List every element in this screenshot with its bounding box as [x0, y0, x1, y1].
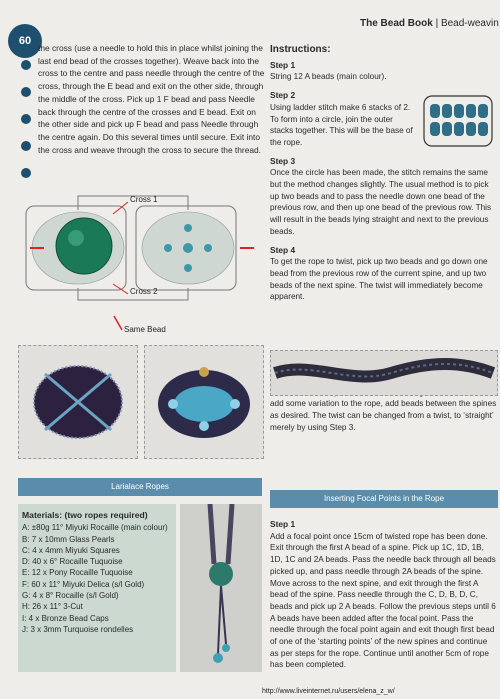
step-heading: Step 2: [270, 90, 296, 101]
materials-title: Materials: (two ropes required): [22, 510, 148, 520]
decorative-dots: [20, 60, 32, 195]
cross1-label: Cross 1: [130, 195, 158, 204]
material-item: A: ±80g 11° Miyuki Rocaille (main colour): [22, 523, 168, 533]
step-text: Once the circle has been made, the stitch remains the same but the method changes slightly. The usual method is to pick up two beads and to pass the needle down one bead of the previous row, and then up one bead of the previous row. This will result in the beads lying straight and next to the previous beads.: [270, 168, 492, 236]
footer-url: http://www.liveinternet.ru/users/elena_z_w/: [262, 688, 395, 695]
intro-text: the cross (use a needle to hold this in place whilst joining the last end bead of the crosses together). Weave back into the cross to the centre and pass needle through the centre of the cross, through the E bead and exit on the other side, through the middle of the cross. Pick up 1 F bead and pass Needle back through the centre of the crosses and E bead. Exit on the other side and pick up F bead and pass Needle through the centre again. Do this several times until secure. Exit into the cross and weave through the cross to secure the thread.: [38, 43, 265, 155]
step-heading: Step 4: [270, 244, 296, 255]
material-item: I: 4 x Bronze Bead Caps: [22, 613, 109, 623]
step-text: add some variation to the rope, add beads between the spines as desired. The twist can be changed from a twist, to ‘straight’ merely by using Step 3.: [270, 399, 497, 432]
focal-step: [270, 519, 498, 671]
instructions-title: Instructions:: [270, 44, 331, 55]
beaded-bead-photo-1: [18, 345, 138, 459]
page-number-badge: 60: [8, 24, 42, 58]
beaded-bead-photo-2: [144, 345, 264, 459]
material-item: G: 4 x 8° Rocaille (s/l Gold): [22, 591, 119, 601]
page-header: The Bead Book | Bead-weavin: [360, 18, 499, 29]
ladder-stitch-diagram: [420, 90, 496, 152]
material-item: E: 12 x Pony Rocaille Tuquoise: [22, 568, 133, 578]
lariat-pendant-photo: [180, 504, 262, 672]
cross-diagram: [18, 188, 262, 338]
step-heading: Step 1: [270, 519, 296, 529]
step-text: String 12 A beads (main colour).: [270, 72, 387, 82]
step-text: Add a focal point once 15cm of twisted rope has been done. Exit through the first A bead of a spine. Pick up 1C, 1D, 1B, 1D, 1C and 2A beads. Pass the needle back through all beads picked up, and pass needle through 2A beads of the spine. Move across to the next spine, and exit through the first A bead of the spine. Pass needle through the C, D, B, D, C, beads and pick up 2 A beads. Follow the previous steps until 6 A beads have been added after the focal point. Pass the needle through the focal point again and exit though first bead of one of the ‘starting points’ of the new spines and continue as per steps for the rope. Continue until another 5cm of rope has been completed.: [270, 531, 496, 670]
materials-box: [18, 504, 176, 672]
step-text: To get the rope to twist, pick up two beads and go down one bead from the previous row of the current spine, and up two beads of the next spine. The twist will immediately become apparent.: [270, 257, 488, 302]
focal-heading-bar: Inserting Focal Points in the Rope: [270, 490, 498, 508]
cross2-label: Cross 2: [130, 287, 158, 296]
material-item: C: 4 x 4mm Miyuki Squares: [22, 545, 120, 555]
section-title: Bead-weavin: [440, 18, 499, 29]
step-heading: Step 3: [270, 155, 296, 166]
material-item: J: 3 x 3mm Turquoise rondelles: [22, 624, 134, 634]
material-item: F: 60 x 11° Miyuki Delica (s/l Gold): [22, 579, 145, 589]
focal-pearl: [56, 218, 112, 274]
material-item: D: 40 x 6° Rocaille Tuquoise: [22, 557, 123, 567]
step-text: Using ladder stitch make 6 stacks of 2. To form into a circle, join the outer stacks together. This will be the base of the rope.: [270, 102, 413, 147]
caption-bar: Larialace Ropes: [18, 478, 262, 496]
twisted-rope-photo: [270, 350, 498, 396]
material-item: B: 7 x 10mm Glass Pearls: [22, 534, 115, 544]
book-title: The Bead Book: [360, 18, 433, 29]
step-heading: Step 1: [270, 59, 296, 70]
same-bead-label: Same Bead: [124, 325, 166, 334]
material-item: H: 26 x 11° 3-Cut: [22, 602, 83, 612]
